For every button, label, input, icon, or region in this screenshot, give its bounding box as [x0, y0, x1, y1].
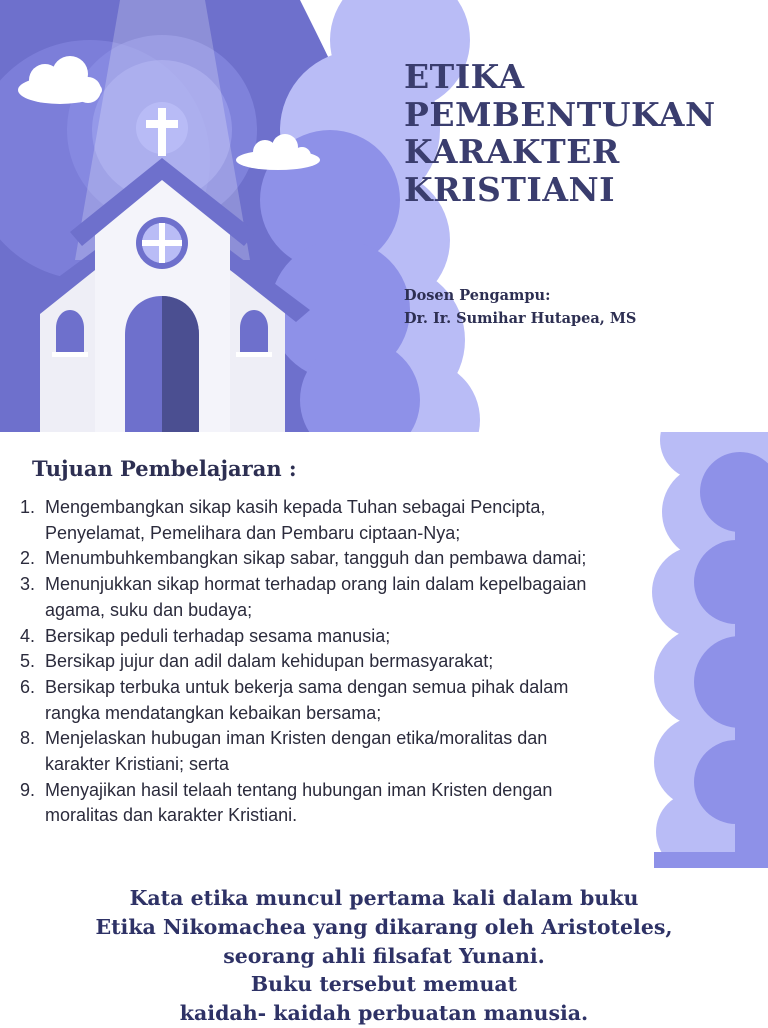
goals-list [20, 495, 710, 829]
list-item [20, 624, 710, 650]
item-continuation: rangka mendatangkan kebaikan bersama; [45, 702, 382, 723]
lecturer-info [404, 284, 754, 330]
goals-heading: Tujuan Pembelajaran : [32, 456, 297, 481]
item-number: 3. [20, 574, 36, 595]
item-continuation: agama, suku dan budaya; [45, 599, 253, 620]
title-line: PEMBENTUKAN [404, 94, 716, 134]
list-item [20, 572, 710, 623]
item-text: Bersikap jujur dan adil dalam kehidupan bermasyarakat; [45, 651, 494, 672]
list-item [20, 778, 710, 829]
item-continuation: moralitas dan karakter Kristiani. [45, 805, 298, 826]
item-number: 2. [20, 548, 36, 569]
title-line: ETIKA [404, 57, 525, 96]
list-item [20, 546, 710, 572]
item-text: Mengembangkan sikap kasih kepada Tuhan sebagai Pencipta, [45, 497, 546, 517]
lecturer-label: Dosen Pengampu: [404, 287, 551, 304]
item-number: 6. [20, 676, 36, 697]
lecturer-name: Dr. Ir. Sumihar Hutapea, MS [404, 310, 637, 327]
quote-line: Buku tersebut memuat [250, 972, 518, 997]
item-text: Menjelaskan hubugan iman Kristen dengan etika/moralitas dan [45, 728, 548, 749]
item-text: Bersikap terbuka untuk bekerja sama dengan semua pihak dalam [45, 676, 569, 697]
quote-line: kaidah- kaidah perbuatan manusia. [179, 1001, 589, 1026]
quote-line: Etika Nikomachea yang dikarang oleh Aristoteles, [95, 914, 673, 939]
title-line: KRISTIANI [404, 169, 616, 209]
list-item [20, 726, 710, 777]
list-item [20, 675, 710, 726]
page-title [404, 58, 754, 208]
list-item [20, 495, 710, 546]
item-number: 9. [20, 779, 36, 800]
quote-line: seorang ahli filsafat Yunani. [223, 943, 545, 968]
item-text: Menumbuhkembangkan sikap sabar, tangguh dan pembawa damai; [45, 548, 587, 569]
intro-quote [0, 884, 768, 1028]
item-text: Menunjukkan sikap hormat terhadap orang lain dalam kepelbagaian [45, 574, 587, 595]
item-text: Menyajikan hasil telaah tentang hubungan iman Kristen dengan [45, 779, 553, 800]
item-number: 4. [20, 625, 36, 646]
item-continuation: Penyelamat, Pemelihara dan Pembaru ciptaan-Nya; [45, 522, 461, 543]
item-number: 1. [20, 497, 36, 517]
item-number: 8. [20, 728, 36, 749]
list-item [20, 649, 710, 675]
item-continuation: karakter Kristiani; serta [45, 754, 230, 775]
item-number: 5. [20, 651, 36, 672]
quote-line: Kata etika muncul pertama kali dalam buku [129, 886, 639, 910]
item-text: Bersikap peduli terhadap sesama manusia; [45, 625, 391, 646]
title-line: KARAKTER [404, 132, 620, 171]
hero-section [0, 0, 768, 432]
